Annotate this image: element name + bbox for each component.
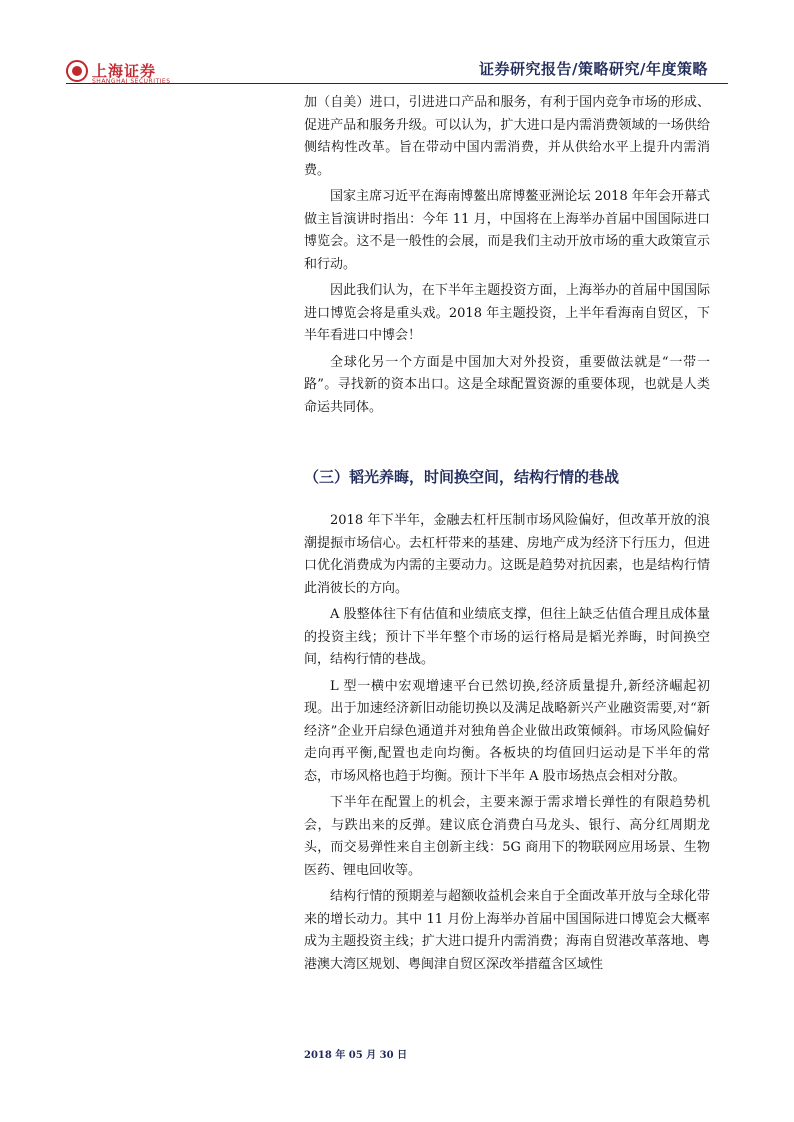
paragraph: 加（自美）进口，引进进口产品和服务，有利于国内竞争市场的形成、促进产品和服务升级。可以认为，扩大进口是内需消费领域的一场供给侧结构性改革。旨在带动中国内需消费，并从供给水平上提升内需消费。 — [304, 95, 710, 178]
paragraph: 全球化另一个方面是中国加大对外投资，重要做法就是“一带一路”。寻找新的资本出口。这是全球配置资源的重要体现，也就是人类命运共同体。 — [304, 354, 710, 415]
body-top — [304, 92, 710, 423]
header-divider — [66, 83, 728, 84]
section-heading: （三）韬光养晦，时间换空间，结构行情的巷战 — [304, 468, 620, 486]
paragraph: L 型一横中宏观增速平台已然切换,经济质量提升,新经济崛起初现。出于加速经济新旧动能切换以及满足战略新兴产业融资需要,对“新经济”企业开启绿色通道并对独角兽企业做出政策倾斜。市场风险偏好走向再平衡,配置也走向均衡。各板块的均值回归运动是下半年的常态，市场风格也趋于均衡。预计下半年 A 股市场热点会相对分散。 — [304, 678, 710, 784]
paragraph: A 股整体往下有估值和业绩底支撑，但往上缺乏估值合理且成体量的投资主线；预计下半年整个市场的运行格局是韬光养晦，时间换空间，结构行情的巷战。 — [304, 607, 710, 667]
paragraph: 结构行情的预期差与超额收益机会来自于全面改革开放与全球化带来的增长动力。其中 11 月份上海举办首届中国国际进口博览会大概率成为主题投资主线；扩大进口提升内需消费；海南自贸港改革落地、粤港澳大湾区规划、粤闽津自贸区深改举措蕴含区域性 — [304, 889, 710, 972]
paragraph: 2018 年下半年，金融去杠杆压制市场风险偏好，但改革开放的浪潮提振市场信心。去杠杆带来的基建、房地产成为经济下行压力，但进口优化消费成为内需的主要动力。这既是趋势对抗因素，也是结构行情此消彼长的方向。 — [304, 513, 710, 596]
logo-mark-icon — [66, 60, 88, 82]
report-breadcrumb: 证券研究报告/策略研究/年度策略 — [479, 60, 708, 78]
page-header — [0, 0, 794, 90]
footer-date: 2018 年 05 月 30 日 — [304, 1050, 408, 1061]
paragraph: 因此我们认为，在下半年主题投资方面，上海举办的首届中国国际进口博览会将是重头戏。2018 年主题投资，上半年看海南自贸区，下半年看进口中博会！ — [304, 283, 710, 343]
logo-text: 上海证券 — [92, 62, 157, 80]
logo-subtext: SHANGHAI SECURITIES — [92, 78, 171, 85]
paragraph: 国家主席习近平在海南博鳌出席博鳌亚洲论坛 2018 年年会开幕式做主旨演讲时指出：今年 11 月，中国将在上海举办首届中国国际进口博览会。这不是一般性的会展，而是我们主动开放市场的重大政策宣示和行动。 — [304, 189, 710, 272]
body-bottom — [304, 510, 710, 980]
paragraph: 下半年在配置上的机会，主要来源于需求增长弹性的有限趋势机会，与跌出来的反弹。建议底仓消费白马龙头、银行、高分红周期龙头，而交易弹性来自主创新主线：5G 商用下的物联网应用场景、生物医药、锂电回收等。 — [304, 795, 710, 878]
